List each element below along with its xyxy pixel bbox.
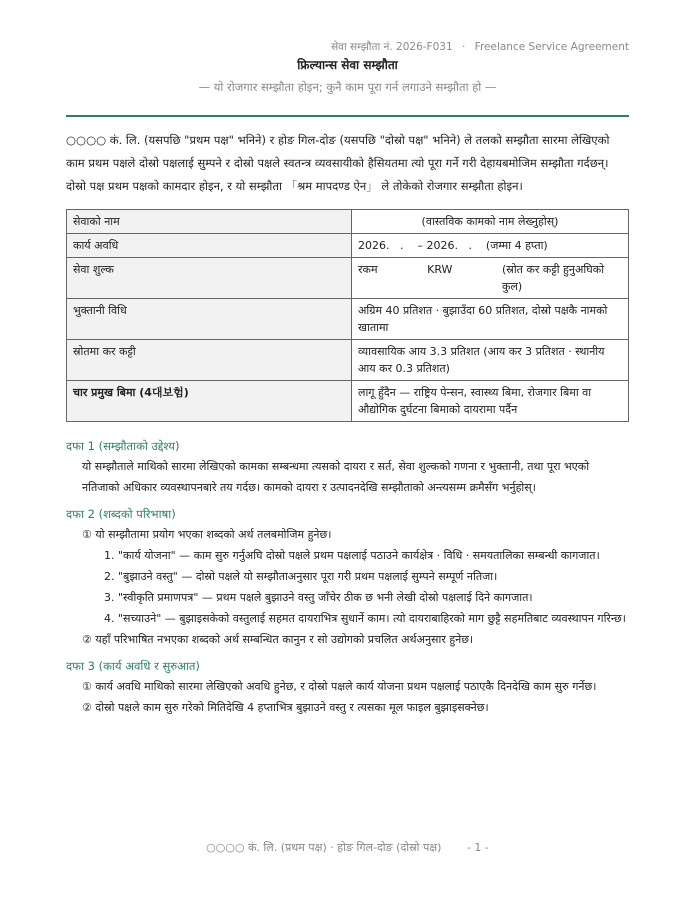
intro-paragraph: ○○○○ कं. लि. (यसपछि "प्रथम पक्ष" भनिने) र होङ गिल-दोङ (यसपछि "दोस्रो पक्ष" भनिने) ले तलको सम्झौता सारमा लेखिएको काम प्रथम पक्षले दोस्रो पक्षलाई सुम्पने र दोस्रो पक्षले स्वतन्त्र व्यवसायीको हैसियतमा त्यो पूरा गर्ने गरी देहायबमोजिम सम्झौता गर्दछन्। दोस्रो पक्ष प्रथम पक्षको कामदार होइन, र यो सम्झौता 「श्रम मापदण्ड ऐन」 ले तोकेको रोजगार सम्झौता होइन। [66,133,610,193]
article-2-clause-2: ② यहाँ परिभाषित नभएका शब्दको अर्थ सम्बन्धित कानुन र सो उद्योगको प्रचलित अर्थअनुसार हुनेछ। [82,633,474,646]
document-reference [66,40,629,54]
doc-english-title: Freelance Service Agreement [474,41,629,53]
insurance-label: चार प्रमुख बिमा (4대보험) [67,381,352,422]
fee-line [358,261,622,295]
fee-currency: KRW [427,263,453,276]
separator-dot: · [461,41,466,53]
article-3 [66,656,629,718]
table-row [67,210,629,234]
agreement-summary-table [66,209,629,422]
definition-item: 1. "कार्य योजना" — काम सुरु गर्नुअघि दोस्रो पक्षले प्रथम पक्षलाई पठाउने कार्यक्षेत्र · विधि · समयतालिका सम्बन्धी कागजात। [104,549,600,562]
period-value [352,234,629,258]
period-label: कार्य अवधि [67,234,352,258]
payment-label: भुक्तानी विधि [67,299,352,340]
header-divider [66,115,629,117]
document-title: फ्रिल्यान्स सेवा सम्झौता [297,58,398,72]
withholding-label: स्रोतमा कर कट्टी [67,340,352,381]
doc-number: 2026-F031 [396,41,453,53]
article-3-clause-2: ② दोस्रो पक्षले काम सुरु गरेको मितिदेखि 4 हप्ताभित्र बुझाउने वस्तु र त्यसका मूल फाइल बुझाइसक्नेछ। [82,701,489,714]
table-row [67,234,629,258]
page-number: - 1 - [466,841,489,854]
definition-item: 3. "स्वीकृति प्रमाणपत्र" — प्रथम पक्षले बुझाउने वस्तु जाँचेर ठीक छ भनी लेखी दोस्रो पक्षलाई दिने कागजात। [104,591,533,604]
footer-parties: ○○○○ कं. लि. (प्रथम पक्ष) · होङ गिल-दोङ (दोस्रो पक्ष) [206,841,442,854]
fee-note: (स्रोत कर कट्टी हुनुअघिको कुल) [501,263,605,293]
article-2-heading: दफा 2 (शब्दको परिभाषा) [66,507,176,521]
withholding-value: व्यावसायिक आय 3.3 प्रतिशत (आय कर 3 प्रतिशत · स्थानीय आय कर 0.3 प्रतिशत) [352,340,629,381]
table-row [67,258,629,299]
period-value-text: 2026. . – 2026. . (जम्मा 4 हप्ता) [358,239,548,252]
table-row [67,340,629,381]
service-name-value: (वास्तविक कामको नाम लेख्नुहोस्) [352,210,629,234]
definition-item: 4. "सच्याउने" — बुझाइसकेको वस्तुलाई सहमत दायराभित्र सुधार्ने काम। त्यो दायराबाहिरको माग छुट्टै सहमतिबाट व्यवस्थापन गरिन्छ। [104,612,626,625]
fee-value [352,258,629,299]
fee-label: सेवा शुल्क [67,258,352,299]
document-subtitle: — यो रोजगार सम्झौता होइन; कुनै काम पूरा गर्न लगाउने सम्झौता हो — [198,80,497,94]
insurance-value: लागू हुँदैन — राष्ट्रिय पेन्सन, स्वास्थ्य बिमा, रोजगार बिमा वा औद्योगिक दुर्घटना बिमाको दायरामा पर्दैन [352,381,629,422]
doc-number-label: सेवा सम्झौता नं. [331,41,393,53]
article-1-heading: दफा 1 (सम्झौताको उद्देश्य) [66,439,180,453]
payment-value: अग्रिम 40 प्रतिशत · बुझाउँदा 60 प्रतिशत, दोस्रो पक्षकै नामको खातामा [352,299,629,340]
table-row [67,381,629,422]
definition-item: 2. "बुझाउने वस्तु" — दोस्रो पक्षले यो सम्झौताअनुसार पूरा गरी प्रथम पक्षलाई सुम्पने सम्पूर्ण नतिजा। [104,570,498,583]
article-1 [66,436,629,498]
article-3-heading: दफा 3 (कार्य अवधि र सुरुआत) [66,659,200,673]
article-1-body: यो सम्झौताले माथिको सारमा लेखिएको कामका सम्बन्धमा त्यसको दायरा र सर्त, सेवा शुल्कको गणना र भुक्तानी, तथा पूरा भएको नतिजाको अधिकार व्यवस्थापनबारे तय गर्दछ। कामको दायरा र उत्पादनदेखि सम्झौताको अन्त्यसम्म क्रमैसँग भर्नुहोस्। [82,460,590,494]
article-2 [66,504,629,650]
service-name-label: सेवाको नाम [67,210,352,234]
table-row [67,299,629,340]
article-3-clause-1: ① कार्य अवधि माथिको सारमा लेखिएको अवधि हुनेछ, र दोस्रो पक्षले कार्य योजना प्रथम पक्षलाई पठाएकै दिनदेखि काम सुरु गर्नेछ। [82,680,597,693]
fee-amount-label: रकम [358,263,378,276]
page-footer [0,840,695,855]
article-2-clause-1: ① यो सम्झौतामा प्रयोग भएका शब्दको अर्थ तलबमोजिम हुनेछ। [82,528,332,541]
